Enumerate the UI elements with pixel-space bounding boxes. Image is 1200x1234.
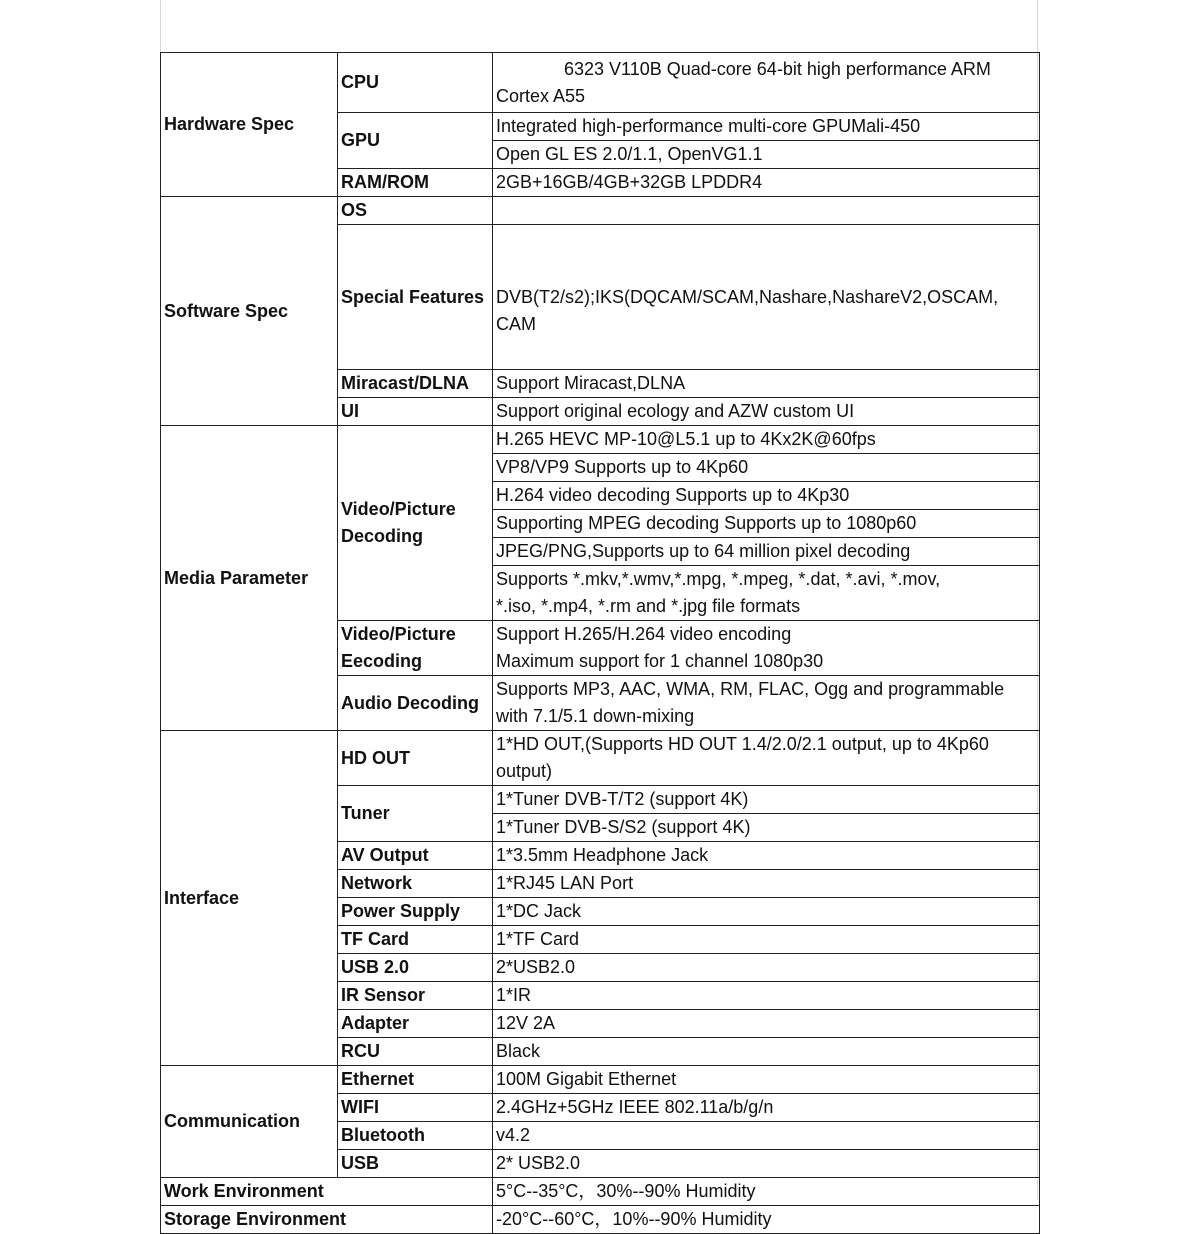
label-tuner: Tuner (338, 786, 493, 842)
label-miracast: Miracast/DLNA (338, 370, 493, 398)
table-row (161, 1178, 1040, 1206)
value-hdout-line1: 1*HD OUT,(Supports HD OUT 1.4/2.0/2.1 output, up to 4Kp60 (496, 734, 989, 754)
value-encoding (493, 621, 1040, 676)
label-rcu: RCU (338, 1038, 493, 1066)
value-miracast: Support Miracast,DLNA (493, 370, 1040, 398)
value-decoding-3: Supporting MPEG decoding Supports up to 1080p60 (493, 510, 1040, 538)
label-usb: USB (338, 1150, 493, 1178)
value-tuner-2: 1*Tuner DVB-S/S2 (support 4K) (493, 814, 1040, 842)
value-ir-sensor: 1*IR (493, 982, 1040, 1010)
label-ui: UI (338, 398, 493, 426)
table-row (161, 1206, 1040, 1234)
table-row (161, 1066, 1040, 1094)
value-ethernet: 100M Gigabit Ethernet (493, 1066, 1040, 1094)
value-ram: 2GB+16GB/4GB+32GB LPDDR4 (493, 169, 1040, 197)
label-video-encoding-line1: Video/Picture (341, 624, 456, 644)
value-audio-line2: with 7.1/5.1 down-mixing (496, 706, 695, 726)
value-network: 1*RJ45 LAN Port (493, 870, 1040, 898)
category-hardware: Hardware Spec (161, 53, 338, 197)
value-file-formats (493, 566, 1040, 621)
label-work-environment: Work Environment (161, 1178, 493, 1206)
label-av-output: AV Output (338, 842, 493, 870)
value-storage-environment: -20°C--60°C，10%--90% Humidity (493, 1206, 1040, 1234)
value-cpu-line2: Cortex A55 (496, 85, 586, 106)
value-decoding-0: H.265 HEVC MP-10@L5.1 up to 4Kx2K@60fps (493, 426, 1040, 454)
value-hdout-line2: output) (496, 761, 553, 781)
value-cpu (493, 53, 1040, 113)
value-formats-line1: Supports *.mkv,*.wmv,*.mpg, *.mpeg, *.dat, *.avi, *.mov, (496, 569, 941, 589)
table-row (161, 731, 1040, 786)
value-os (493, 197, 1040, 225)
value-formats-line2: *.iso, *.mp4, *.rm and *.jpg file formats (496, 596, 801, 616)
label-special-features: Special Features (338, 225, 493, 370)
value-audio-line1: Supports MP3, AAC, WMA, RM, FLAC, Ogg and programmable (496, 679, 1005, 699)
table-row (161, 197, 1040, 225)
label-usb-2: USB 2.0 (338, 954, 493, 982)
label-adapter: Adapter (338, 1010, 493, 1038)
label-gpu: GPU (338, 113, 493, 169)
label-ram: RAM/ROM (338, 169, 493, 197)
value-features-line2: CAM (496, 314, 536, 334)
label-bluetooth: Bluetooth (338, 1122, 493, 1150)
value-usb: 2* USB2.0 (493, 1150, 1040, 1178)
label-wifi: WIFI (338, 1094, 493, 1122)
value-decoding-1: VP8/VP9 Supports up to 4Kp60 (493, 454, 1040, 482)
value-hd-out (493, 731, 1040, 786)
label-video-encoding-line2: Eecoding (341, 651, 423, 671)
table-row (161, 426, 1040, 454)
category-interface: Interface (161, 731, 338, 1066)
label-network: Network (338, 870, 493, 898)
value-encoding-line2: Maximum support for 1 channel 1080p30 (496, 651, 824, 671)
value-adapter: 12V 2A (493, 1010, 1040, 1038)
label-cpu: CPU (338, 53, 493, 113)
value-gpu-2: Open GL ES 2.0/1.1, OpenVG1.1 (493, 141, 1040, 169)
value-ui: Support original ecology and AZW custom UI (493, 398, 1040, 426)
label-power-supply: Power Supply (338, 898, 493, 926)
value-special-features (493, 225, 1040, 370)
value-decoding-2: H.264 video decoding Supports up to 4Kp30 (493, 482, 1040, 510)
value-gpu-1: Integrated high-performance multi-core GPUMali-450 (493, 113, 1040, 141)
value-cpu-line1: 6323 V110B Quad-core 64-bit high performance ARM (564, 58, 991, 79)
table-row (161, 53, 1040, 113)
label-hd-out: HD OUT (338, 731, 493, 786)
value-tf-card: 1*TF Card (493, 926, 1040, 954)
value-encoding-line1: Support H.265/H.264 video encoding (496, 624, 792, 644)
label-video-decoding-line2: Decoding (341, 526, 424, 546)
value-av-output: 1*3.5mm Headphone Jack (493, 842, 1040, 870)
label-video-decoding (338, 426, 493, 621)
label-os: OS (338, 197, 493, 225)
value-work-environment: 5°C--35°C，30%--90% Humidity (493, 1178, 1040, 1206)
category-software: Software Spec (161, 197, 338, 426)
value-decoding-4: JPEG/PNG,Supports up to 64 million pixel decoding (493, 538, 1040, 566)
value-features-line1: DVB(T2/s2);IKS(DQCAM/SCAM,Nashare,NashareV2,OSCAM, (496, 287, 999, 307)
label-ir-sensor: IR Sensor (338, 982, 493, 1010)
category-media: Media Parameter (161, 426, 338, 731)
label-audio-decoding: Audio Decoding (338, 676, 493, 731)
spec-table (160, 52, 1040, 1234)
label-video-encoding (338, 621, 493, 676)
value-power-supply: 1*DC Jack (493, 898, 1040, 926)
label-ethernet: Ethernet (338, 1066, 493, 1094)
label-tf-card: TF Card (338, 926, 493, 954)
value-usb-2: 2*USB2.0 (493, 954, 1040, 982)
category-communication: Communication (161, 1066, 338, 1178)
value-wifi: 2.4GHz+5GHz IEEE 802.11a/b/g/n (493, 1094, 1040, 1122)
value-rcu: Black (493, 1038, 1040, 1066)
value-bluetooth: v4.2 (493, 1122, 1040, 1150)
label-storage-environment: Storage Environment (161, 1206, 493, 1234)
label-video-decoding-line1: Video/Picture (341, 499, 456, 519)
value-tuner-1: 1*Tuner DVB-T/T2 (support 4K) (493, 786, 1040, 814)
value-audio-decoding (493, 676, 1040, 731)
